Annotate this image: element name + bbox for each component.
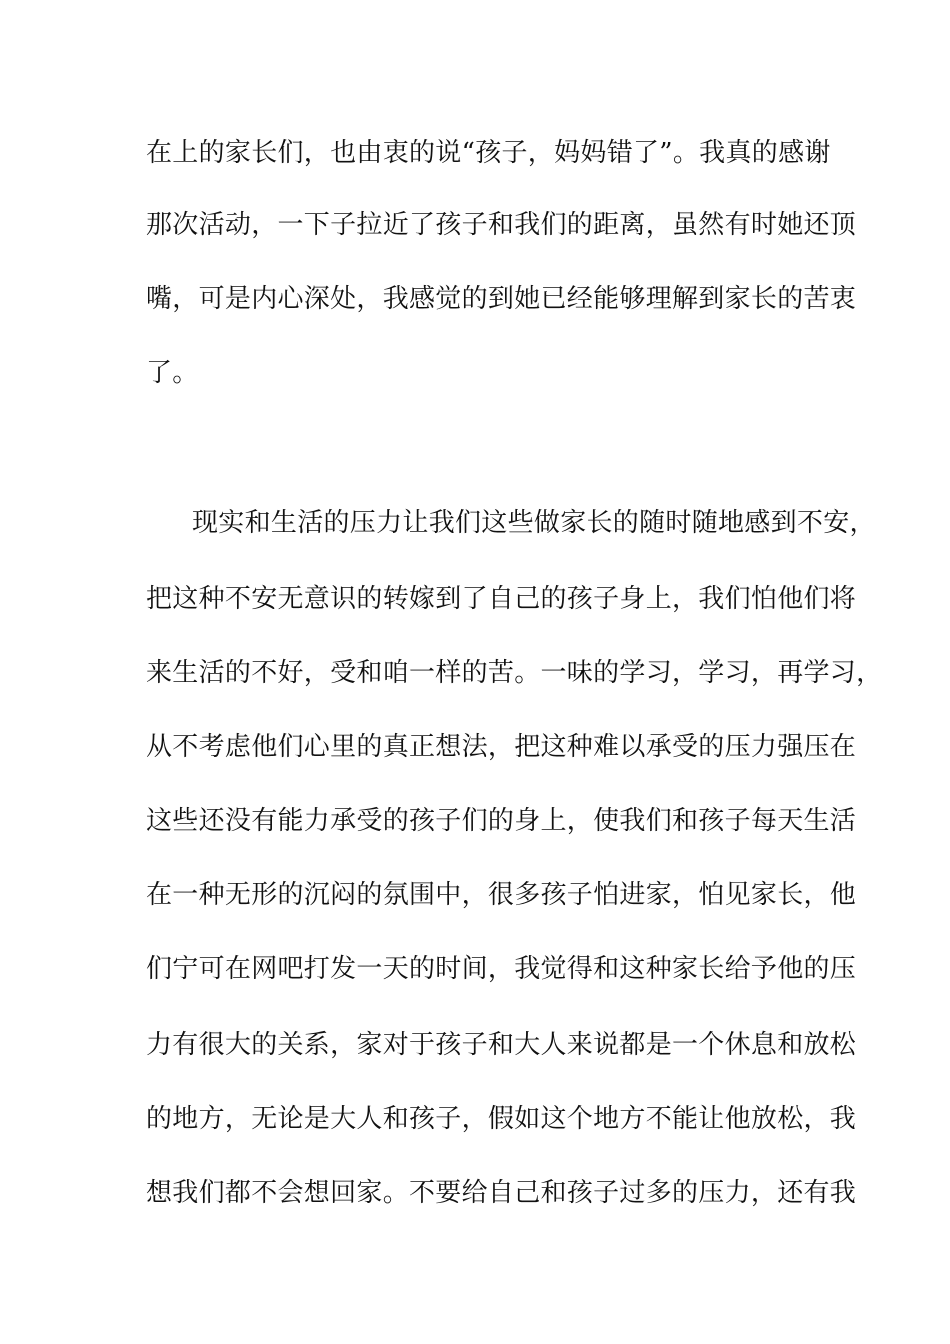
text-line: 那次活动，一下子拉近了孩子和我们的距离，虽然有时她还顶 — [146, 210, 857, 240]
text-line: 嘴，可是内心深处，我感觉的到她已经能够理解到家长的苦衷 — [146, 284, 857, 314]
text-line: 把这种不安无意识的转嫁到了自己的孩子身上，我们怕他们将 — [146, 584, 857, 614]
text-line: 想我们都不会想回家。不要给自己和孩子过多的压力，还有我 — [146, 1178, 857, 1208]
text-line: 从不考虑他们心里的真正想法，把这种难以承受的压力强压在 — [146, 732, 857, 762]
text-line: 了。 — [146, 358, 199, 388]
text-line: 在上的家长们，也由衷的说“孩子，妈妈错了”。我真的感谢 — [146, 138, 831, 168]
text-line: 现实和生活的压力让我们这些做家长的随时随地感到不安， — [192, 508, 876, 538]
text-line: 在一种无形的沉闷的氛围中，很多孩子怕进家，怕见家长，他 — [146, 880, 857, 910]
text-line: 们宁可在网吧打发一天的时间，我觉得和这种家长给予他的压 — [146, 954, 857, 984]
text-line: 这些还没有能力承受的孩子们的身上，使我们和孩子每天生活 — [146, 806, 857, 836]
text-line: 力有很大的关系，家对于孩子和大人来说都是一个休息和放松 — [146, 1030, 857, 1060]
text-line: 来生活的不好，受和咱一样的苦。一味的学习，学习，再学习， — [146, 658, 883, 688]
text-line: 的地方，无论是大人和孩子，假如这个地方不能让他放松，我 — [146, 1104, 857, 1134]
